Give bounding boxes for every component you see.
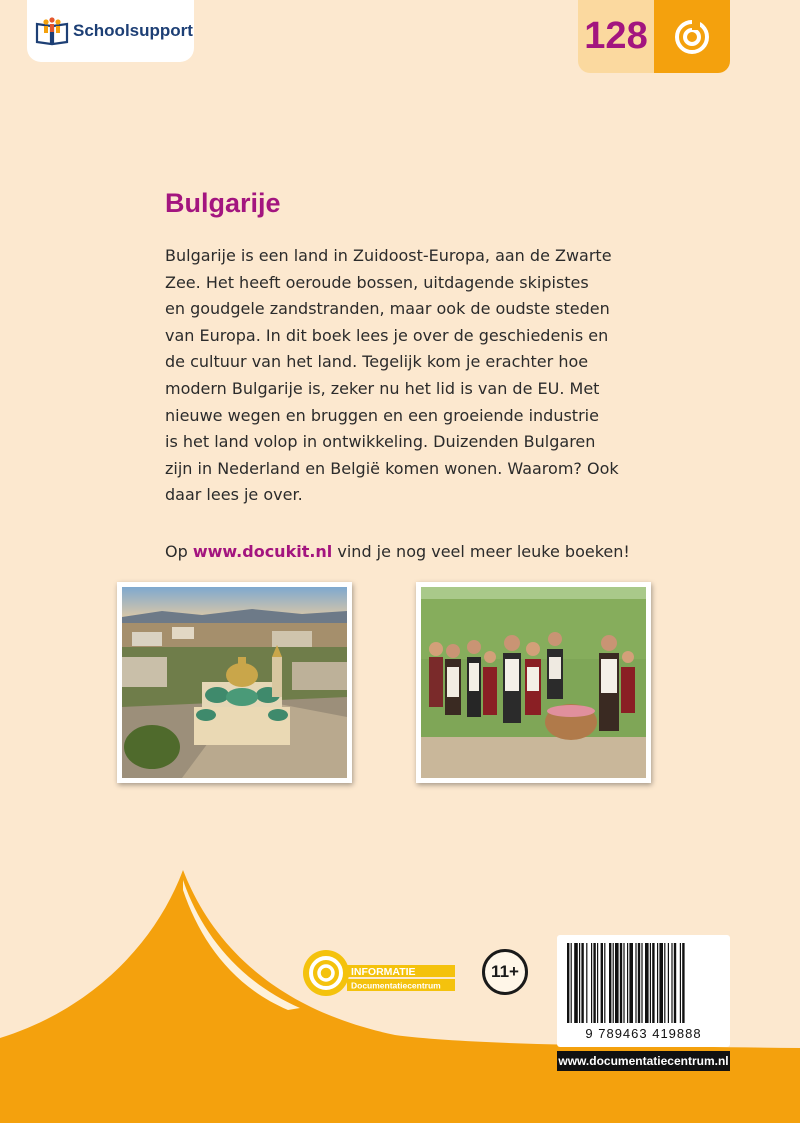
blurb-line: daar lees je over. — [165, 485, 303, 505]
book-blurb — [165, 243, 655, 509]
blurb-line: nieuwe wegen en bruggen en een groeiende industrie — [165, 405, 599, 425]
book-title: Bulgarije — [165, 188, 281, 218]
book-people-icon — [35, 16, 69, 46]
folk-dancers-photo — [416, 582, 651, 783]
spiral-icon — [672, 17, 712, 57]
promo-line — [165, 539, 630, 565]
info-sublabel: Documentatiecentrum — [351, 980, 441, 991]
series-badge — [578, 0, 730, 73]
informatie-logo — [301, 948, 457, 998]
blurb-line: is het land volop in ontwikkeling. Duizenden Bulgaren — [165, 432, 596, 452]
isbn-barcode — [557, 935, 730, 1047]
blurb-line: Zee. Het heeft oeroude bossen, uitdagende skipistes — [165, 272, 589, 292]
series-number: 128 — [578, 0, 654, 73]
schoolsupport-logo — [27, 0, 194, 62]
age-rating-badge: 11+ — [482, 949, 528, 995]
brand-name: Schoolsupport — [73, 21, 193, 40]
promo-suffix: vind je nog veel meer leuke boeken! — [332, 542, 630, 561]
blurb-line: Bulgarije is een land in Zuidoost-Europa, aan de Zwarte — [165, 246, 612, 265]
blurb-line: van Europa. In dit boek lees je over de geschiedenis en — [165, 325, 609, 345]
isbn-number: 9 789463 419888 — [585, 1026, 702, 1041]
city-cathedral-photo — [117, 582, 352, 783]
blurb-line: de cultuur van het land. Tegelijk kom je erachter hoe — [165, 352, 589, 372]
blurb-line: modern Bulgarije is, zeker nu het lid is van de EU. Met — [165, 378, 600, 398]
docukit-link[interactable]: www.docukit.nl — [192, 542, 333, 561]
barcode-bars — [565, 943, 722, 1023]
website-link[interactable]: www.documentatiecentrum.nl — [557, 1051, 730, 1071]
series-icon-box — [654, 0, 730, 73]
blurb-line: en goudgele zandstranden, maar ook de oudste steden — [165, 299, 610, 319]
blurb-line: zijn in Nederland en België komen wonen. Waarom? Ook — [165, 458, 619, 478]
info-label: INFORMATIE — [351, 966, 416, 978]
promo-prefix: Op — [165, 542, 193, 561]
